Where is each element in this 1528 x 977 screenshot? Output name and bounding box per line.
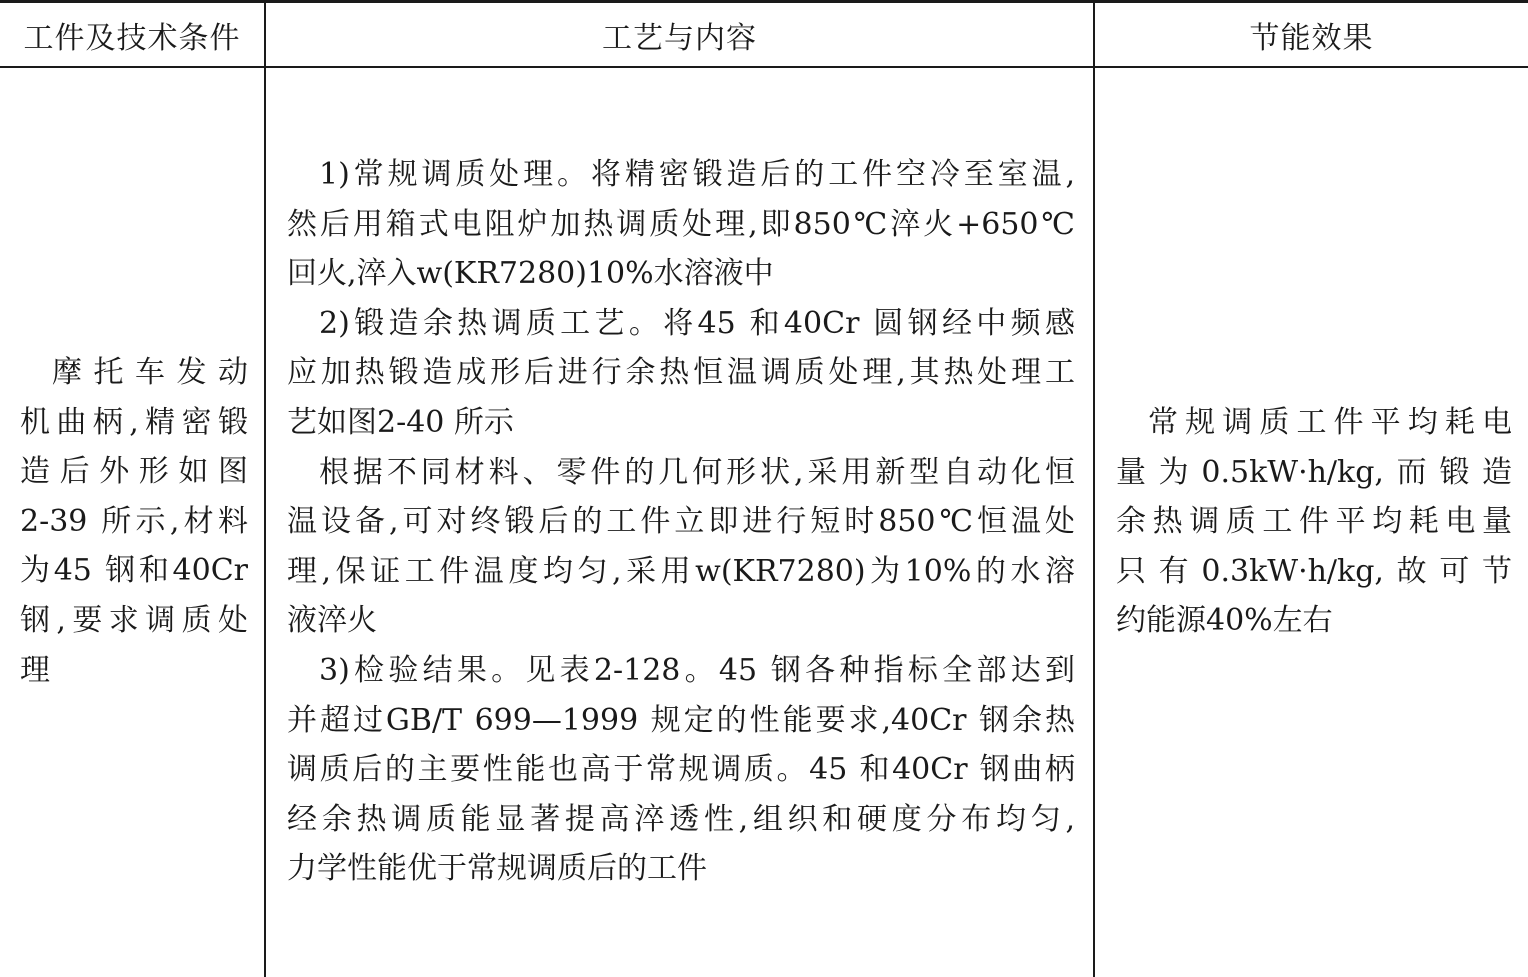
process-cell [287,150,1075,894]
process-line: 调质后的主要性能也高于常规调质。45 和40Cr 钢曲柄 [287,752,1075,788]
workpiece-line: 机曲柄,精密锻 [20,404,248,440]
saving-line: 只有0.3kW·h/kg,故可节 [1116,553,1512,589]
saving-line: 量为0.5kW·h/kg,而锻造 [1116,454,1512,490]
header-divider [0,66,1528,68]
process-line: 1)常规调质处理。将精密锻造后的工件空冷至室温, [319,157,1075,192]
column-divider-2 [1093,3,1095,977]
process-line: 理,保证工件温度均匀,采用w(KR7280)为10%的水溶 [287,553,1075,589]
header-process: 工艺与内容 [602,20,757,56]
process-line: 力学性能优于常规调质后的工件 [287,851,707,887]
saving-line: 约能源40%左右 [1116,603,1333,639]
column-divider-1 [264,3,266,977]
header-workpiece: 工件及技术条件 [23,20,241,56]
process-line: 液淬火 [287,603,377,639]
workpiece-cell [20,348,248,695]
workpiece-line: 摩托车发动 [52,355,248,390]
process-line: 2)锻造余热调质工艺。将45 和40Cr 圆钢经中频感 [319,305,1075,341]
process-line: 温设备,可对终锻后的工件立即进行短时850℃恒温处 [287,504,1075,540]
workpiece-line: 理 [20,652,50,688]
saving-line: 常规调质工件平均耗电 [1148,405,1512,440]
header-energy-saving: 节能效果 [1249,20,1374,56]
process-line: 应加热锻造成形后进行余热恒温调质处理,其热处理工 [287,355,1075,391]
process-line: 回火,淬入w(KR7280)10%水溶液中 [287,256,774,292]
workpiece-line: 造后外形如图 [20,454,248,490]
process-line: 并超过GB/T 699—1999 规定的性能要求,40Cr 钢余热 [287,702,1075,738]
process-line: 经余热调质能显著提高淬透性,组织和硬度分布均匀, [287,801,1075,837]
process-line: 艺如图2-40 所示 [287,404,514,440]
saving-line: 余热调质工件平均耗电量 [1116,504,1512,540]
energy-saving-cell [1116,398,1512,646]
workpiece-line: 钢,要求调质处 [20,602,248,638]
process-line: 3)检验结果。见表2-128。45 钢各种指标全部达到 [319,652,1075,688]
process-line: 然后用箱式电阻炉加热调质处理,即850℃淬火+650℃ [287,206,1075,242]
process-line: 根据不同材料、零件的几何形状,采用新型自动化恒 [319,454,1075,490]
workpiece-line: 2-39 所示,材料 [20,503,248,539]
workpiece-line: 为45 钢和40Cr [20,553,248,589]
